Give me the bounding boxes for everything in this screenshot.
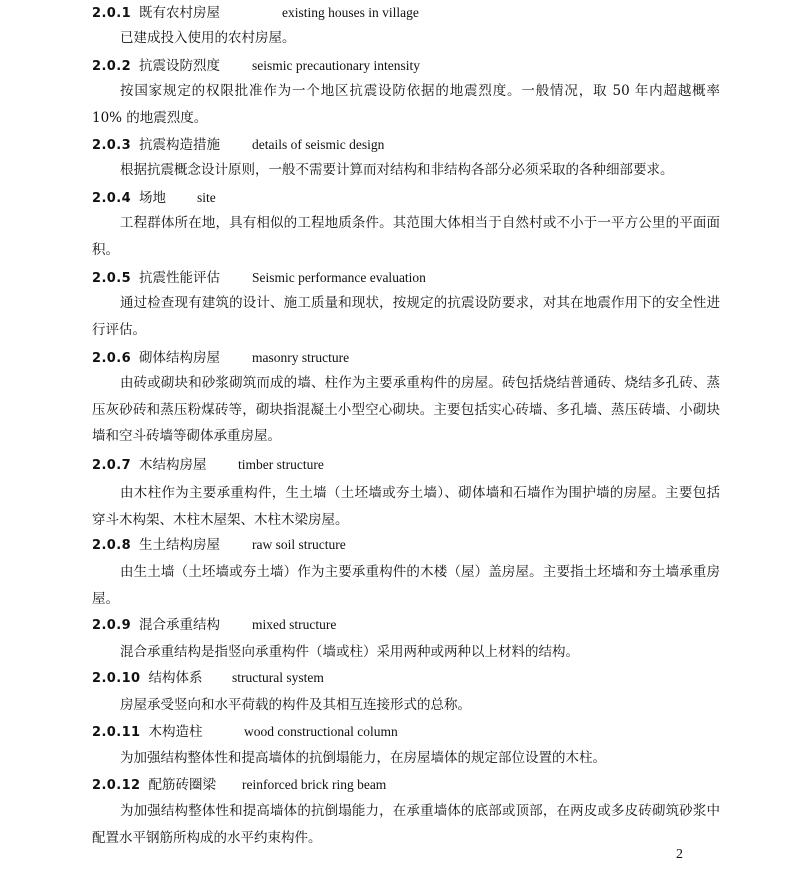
term-heading [92, 267, 426, 289]
definition-text: 工程群体所在地，具有相似的工程地质条件。其范围大体相当于自然村或不小于一平方公里的平面面积。 [92, 215, 720, 258]
term-heading [92, 721, 398, 743]
term-definition [92, 78, 720, 131]
term-english: site [197, 190, 216, 205]
term-heading [92, 667, 324, 689]
definition-text: 由木柱作为主要承重构件，生土墙（土坯墙或夯土墙）、砌体墙和石墙作为围护墙的房屋。主要包括穿斗木构架、木柱木屋架、木柱木梁房屋。 [92, 485, 720, 528]
term-english: reinforced brick ring beam [242, 777, 387, 792]
term-number: 2.0.12 [92, 778, 141, 793]
term-number: 2.0.2 [92, 59, 132, 74]
term-chinese: 既有农村房屋 [139, 5, 221, 21]
term-heading [92, 55, 420, 77]
definition-text: 由砖或砌块和砂浆砌筑而成的墙、柱作为主要承重构件的房屋。砖包括烧结普通砖、烧结多孔砖、蒸压灰砂砖和蒸压粉煤砖等，砌块指混凝土小型空心砌块。主要包括实心砖墙、多孔墙、蒸压砖墙、小砌块墙和空斗砖墙等砌体承重房屋。 [92, 375, 720, 444]
definition-text: 混合承重结构是指竖向承重构件（墙或柱）采用两种或两种以上材料的结构。 [120, 644, 579, 660]
term-chinese: 木结构房屋 [139, 457, 207, 473]
term-number: 2.0.6 [92, 351, 132, 366]
term-definition [92, 639, 720, 666]
term-number: 2.0.10 [92, 671, 141, 686]
term-definition [92, 370, 720, 450]
term-english: existing houses in village [282, 5, 419, 20]
term-chinese: 抗震构造措施 [139, 137, 221, 153]
term-number: 2.0.4 [92, 191, 132, 206]
term-definition [92, 480, 720, 533]
term-heading [92, 614, 337, 636]
term-definition [92, 798, 720, 851]
term-chinese: 生土结构房屋 [139, 537, 221, 553]
term-heading [92, 534, 346, 556]
term-heading [92, 347, 350, 369]
term-heading [92, 187, 216, 209]
term-number: 2.0.9 [92, 618, 132, 633]
term-definition [92, 692, 720, 719]
term-number: 2.0.7 [92, 458, 132, 473]
definition-text: 已建成投入使用的农村房屋。 [120, 30, 296, 46]
term-english: raw soil structure [252, 537, 346, 552]
definition-text: 按国家规定的权限批准作为一个地区抗震设防依据的地震烈度。一般情况，取 50 年内超越概率 10% 的地震烈度。 [92, 83, 720, 126]
definition-text: 为加强结构整体性和提高墙体的抗倒塌能力，在房屋墙体的规定部位设置的木柱。 [120, 750, 606, 766]
term-heading [92, 134, 385, 156]
definition-text: 由生土墙（土坯墙或夯土墙）作为主要承重构件的木楼（屋）盖房屋。主要指土坯墙和夯土墙承重房屋。 [92, 564, 720, 607]
term-heading [92, 454, 324, 476]
term-heading [92, 774, 387, 796]
term-definition [92, 290, 720, 343]
page-number: 2 [676, 847, 683, 862]
term-english: masonry structure [252, 350, 350, 365]
term-chinese: 配筋砖圈梁 [148, 777, 216, 793]
definition-text: 房屋承受竖向和水平荷载的构件及其相互连接形式的总称。 [120, 697, 471, 713]
term-definition [92, 559, 720, 612]
term-chinese: 场地 [139, 190, 167, 206]
term-chinese: 砌体结构房屋 [139, 350, 221, 366]
term-heading [92, 2, 419, 24]
term-number: 2.0.8 [92, 538, 132, 553]
definition-text: 根据抗震概念设计原则，一般不需要计算而对结构和非结构各部分必须采取的各种细部要求。 [120, 162, 674, 178]
term-definition [92, 745, 720, 772]
definition-text: 为加强结构整体性和提高墙体的抗倒塌能力，在承重墙体的底部或顶部，在两皮或多皮砖砌筑砂浆中配置水平钢筋所构成的水平约束构件。 [92, 803, 720, 846]
term-chinese: 结构体系 [148, 670, 203, 686]
term-english: structural system [232, 670, 324, 685]
term-english: Seismic performance evaluation [252, 270, 426, 285]
term-english: details of seismic design [252, 137, 385, 152]
term-english: mixed structure [252, 617, 337, 632]
term-definition [92, 25, 720, 52]
term-english: seismic precautionary intensity [252, 58, 420, 73]
term-english: timber structure [238, 457, 324, 472]
term-chinese: 混合承重结构 [139, 617, 221, 633]
term-chinese: 抗震性能评估 [139, 270, 221, 286]
term-english: wood constructional column [244, 724, 398, 739]
term-number: 2.0.5 [92, 271, 132, 286]
term-definition [92, 157, 720, 184]
term-chinese: 木构造柱 [148, 724, 203, 740]
definition-text: 通过检查现有建筑的设计、施工质量和现状，按规定的抗震设防要求，对其在地震作用下的安全性进行评估。 [92, 295, 720, 338]
term-number: 2.0.1 [92, 6, 132, 21]
term-definition [92, 210, 720, 263]
term-number: 2.0.11 [92, 725, 141, 740]
term-chinese: 抗震设防烈度 [139, 58, 221, 74]
term-number: 2.0.3 [92, 138, 132, 153]
